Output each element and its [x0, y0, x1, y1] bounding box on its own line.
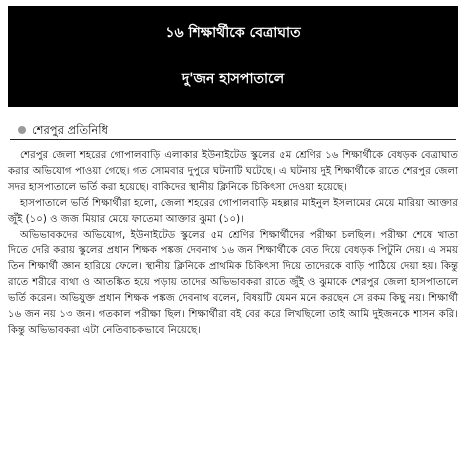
bullet-icon	[18, 126, 26, 134]
divider	[10, 139, 456, 140]
article-paragraph-2: হাসপাতালে ভর্তি শিক্ষার্থীরা হলো, জেলা শহরের গোপালবাড়ি মহল্লার মাইনুল ইসলামের মেয়ে মারিয়া আক্তার জুঁই (১০) ও জজ মিয়ার মেয়ে ফাতেমা আক্তার ঝুমা (১০)।	[8, 197, 458, 225]
headline-banner	[8, 6, 458, 107]
headline-line-1: ১৬ শিক্ষার্থীকে বেত্রাঘাত	[165, 25, 301, 41]
headline-line-2: দু'জন হাসপাতালে	[181, 71, 285, 87]
byline	[18, 123, 108, 137]
article-paragraph-1: শেরপুর জেলা শহরের গোপালবাড়ি এলাকার ইউনাইটেড স্কুলের ৫ম শ্রেণির ১৬ শিক্ষার্থীকে বেধড়ক বেত্রাঘাত করার অভিযোগ পাওয়া গেছে। গত সোমবার দুপুরে ঘটনাটি ঘটেছে। এ ঘটনায় দুই শিক্ষার্থীকে রাতে শেরপুর জেলা সদর হাসপাতালে ভর্তি করা হয়েছে। বাকিদের স্থানীয় ক্লিনিকে চিকিৎসা দেওয়া হয়েছে।	[8, 150, 458, 193]
byline-text: শেরপুর প্রতিনিধি	[32, 123, 108, 137]
article-body	[8, 148, 458, 339]
article-paragraph-3: অভিভাবকদের অভিযোগ, ইউনাইটেড স্কুলের ৫ম শ্রেণির শিক্ষার্থীদের পরীক্ষা চলছিল। পরীক্ষা শেষে খাতা দিতে দেরি করায় স্কুলের প্রধান শিক্ষক পঙ্কজ দেবনাথ ১৬ জন শিক্ষার্থীকে বেত দিয়ে বেধড়ক পিটুনি দেয়। এ সময় তিন শিক্ষার্থী জ্ঞান হারিয়ে ফেলে। স্থানীয় ক্লিনিকে প্রাথমিক চিকিৎসা দিয়ে তাদেরকে বাড়ি পাঠিয়ে দেয়া হয়। কিন্তু রাতে শরীরে ব্যথা ও আতঙ্কিত হয়ে পড়ায় তাদের অভিভাবকরা রাতে জুঁই ও ঝুমাকে শেরপুর জেলা হাসপাতালে ভর্তি করেন। অভিযুক্ত প্রধান শিক্ষক পঙ্কজ দেবনাথ বলেন, বিষয়টি যেমন মনে করছেন সে রকম কিছু নয়। শিক্ষার্থী ১৬ জন নয় ১৩ জন। গতকাল পরীক্ষা ছিল। শিক্ষার্থীরা বই বের করে লিখছিলো তাই আমি দুইজনকে শাসন করি। কিন্তু অভিভাবকরা এটা নেতিবাচকভাবে নিয়েছে।	[8, 229, 458, 336]
